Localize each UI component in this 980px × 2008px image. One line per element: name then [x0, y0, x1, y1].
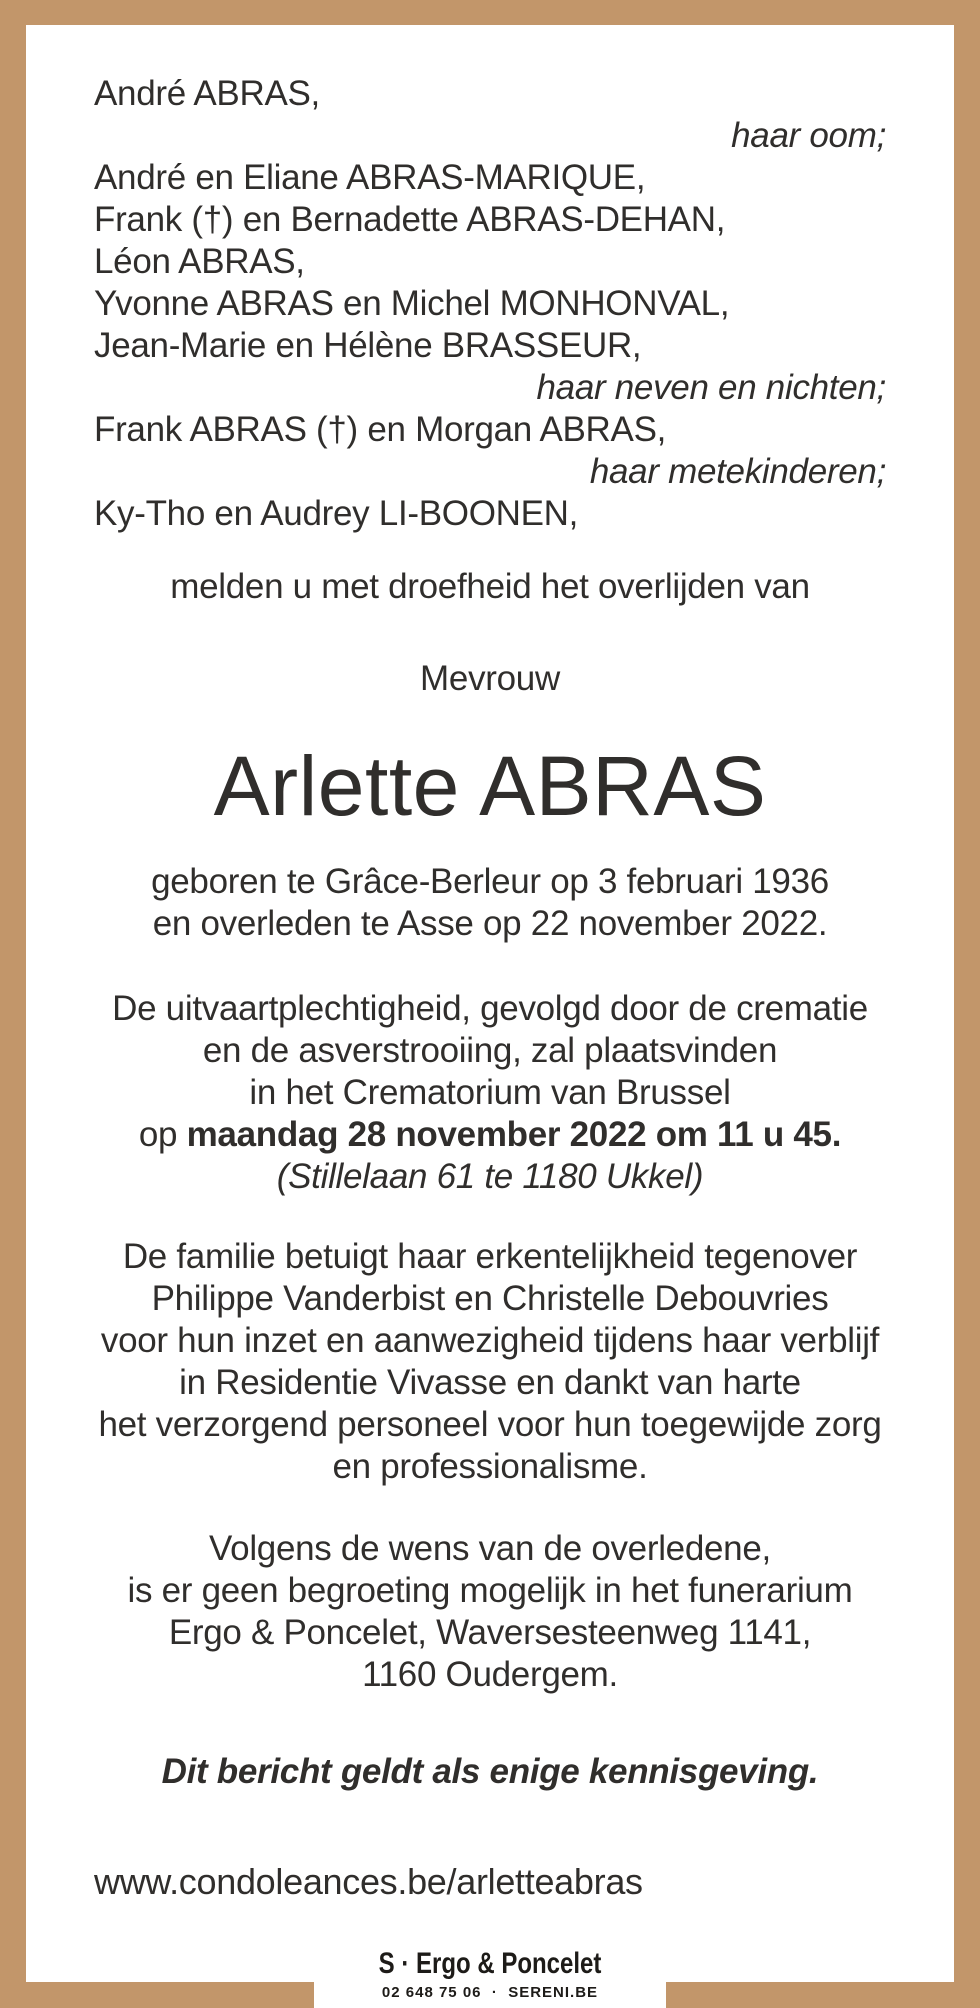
condolences-url-link[interactable]: www.condoleances.be/arletteabras — [94, 1861, 643, 1902]
wishes-line: 1160 Oudergem. — [362, 1655, 618, 1694]
memorial-card — [26, 25, 954, 1982]
ceremony-date-bold: maandag 28 november 2022 om 11 u 45. — [186, 1115, 842, 1154]
wishes-line: Ergo & Poncelet, Waversesteenweg 1141, — [168, 1613, 812, 1652]
gratitude-line: Philippe Vanderbist en Christelle Debouvries — [151, 1279, 829, 1318]
relatives-list — [94, 73, 886, 535]
relative-line: Ky-Tho en Audrey LI-BOONEN, — [94, 494, 579, 533]
brand-logo — [349, 1948, 631, 1980]
brand-name: Ergo & Poncelet — [415, 1947, 602, 1980]
announcement-intro: melden u met droefheid het overlijden van — [170, 567, 810, 606]
contact-separator-dot: · — [491, 1984, 498, 2001]
ceremony-location-note: (Stillelaan 61 te 1180 Ukkel) — [276, 1157, 704, 1196]
relative-line: André en Eliane ABRAS-MARIQUE, — [94, 158, 646, 197]
gratitude-line: De familie betuigt haar erkentelijkheid tegenover — [122, 1237, 858, 1276]
relation-label: haar oom; — [731, 116, 886, 155]
relative-line: André ABRAS, — [94, 74, 320, 113]
birth-line: geboren te Grâce-Berleur op 3 februari 1936 — [151, 862, 829, 901]
salutation: Mevrouw — [420, 659, 560, 698]
relative-line: Léon ABRAS, — [94, 242, 305, 281]
birth-death-dates — [94, 861, 886, 945]
ceremony-line: De uitvaartplechtigheid, gevolgd door de crematie — [112, 989, 868, 1028]
wishes-paragraph — [94, 1528, 886, 1696]
ceremony-line: in het Crematorium van Brussel — [249, 1073, 731, 1112]
relative-line: Frank (†) en Bernadette ABRAS-DEHAN, — [94, 200, 726, 239]
ceremony-line: en de asverstrooiing, zal plaatsvinden — [202, 1031, 778, 1070]
single-notice-text: Dit bericht geldt als enige kennisgeving. — [161, 1752, 819, 1791]
relation-label: haar neven en nichten; — [536, 368, 886, 407]
gratitude-line: voor hun inzet en aanwezigheid tijdens haar verblijf — [100, 1321, 880, 1360]
logo-separator-dot: · — [401, 1947, 410, 1980]
footer-contact-line — [314, 1984, 666, 2001]
relative-line: Frank ABRAS (†) en Morgan ABRAS, — [94, 410, 667, 449]
ceremony-date-prefix: op — [138, 1115, 187, 1154]
card-content — [26, 25, 954, 1903]
phone-number: 02 648 75 06 — [381, 1984, 482, 2001]
death-line: en overleden te Asse op 22 november 2022. — [152, 904, 828, 943]
website: SERENI.BE — [508, 1984, 599, 2001]
funeral-home-logo-box — [314, 1928, 666, 2008]
page-title-deceased-name: Arlette ABRAS — [213, 739, 767, 833]
sereni-logo-mark: S — [378, 1947, 395, 1980]
gratitude-paragraph — [94, 1236, 886, 1488]
gratitude-line: in Residentie Vivasse en dankt van harte — [179, 1363, 801, 1402]
relative-line: Yvonne ABRAS en Michel MONHONVAL, — [94, 284, 730, 323]
ceremony-datetime — [94, 1114, 886, 1156]
wishes-line: is er geen begroeting mogelijk in het funerarium — [127, 1571, 853, 1610]
relation-label: haar metekinderen; — [589, 452, 886, 491]
gratitude-line: en professionalisme. — [332, 1447, 648, 1486]
gratitude-line: het verzorgend personeel voor hun toegewijde zorg — [98, 1405, 882, 1444]
ceremony-paragraph — [94, 988, 886, 1198]
relative-line: Jean-Marie en Hélène BRASSEUR, — [94, 326, 642, 365]
wishes-line: Volgens de wens van de overledene, — [209, 1529, 771, 1568]
